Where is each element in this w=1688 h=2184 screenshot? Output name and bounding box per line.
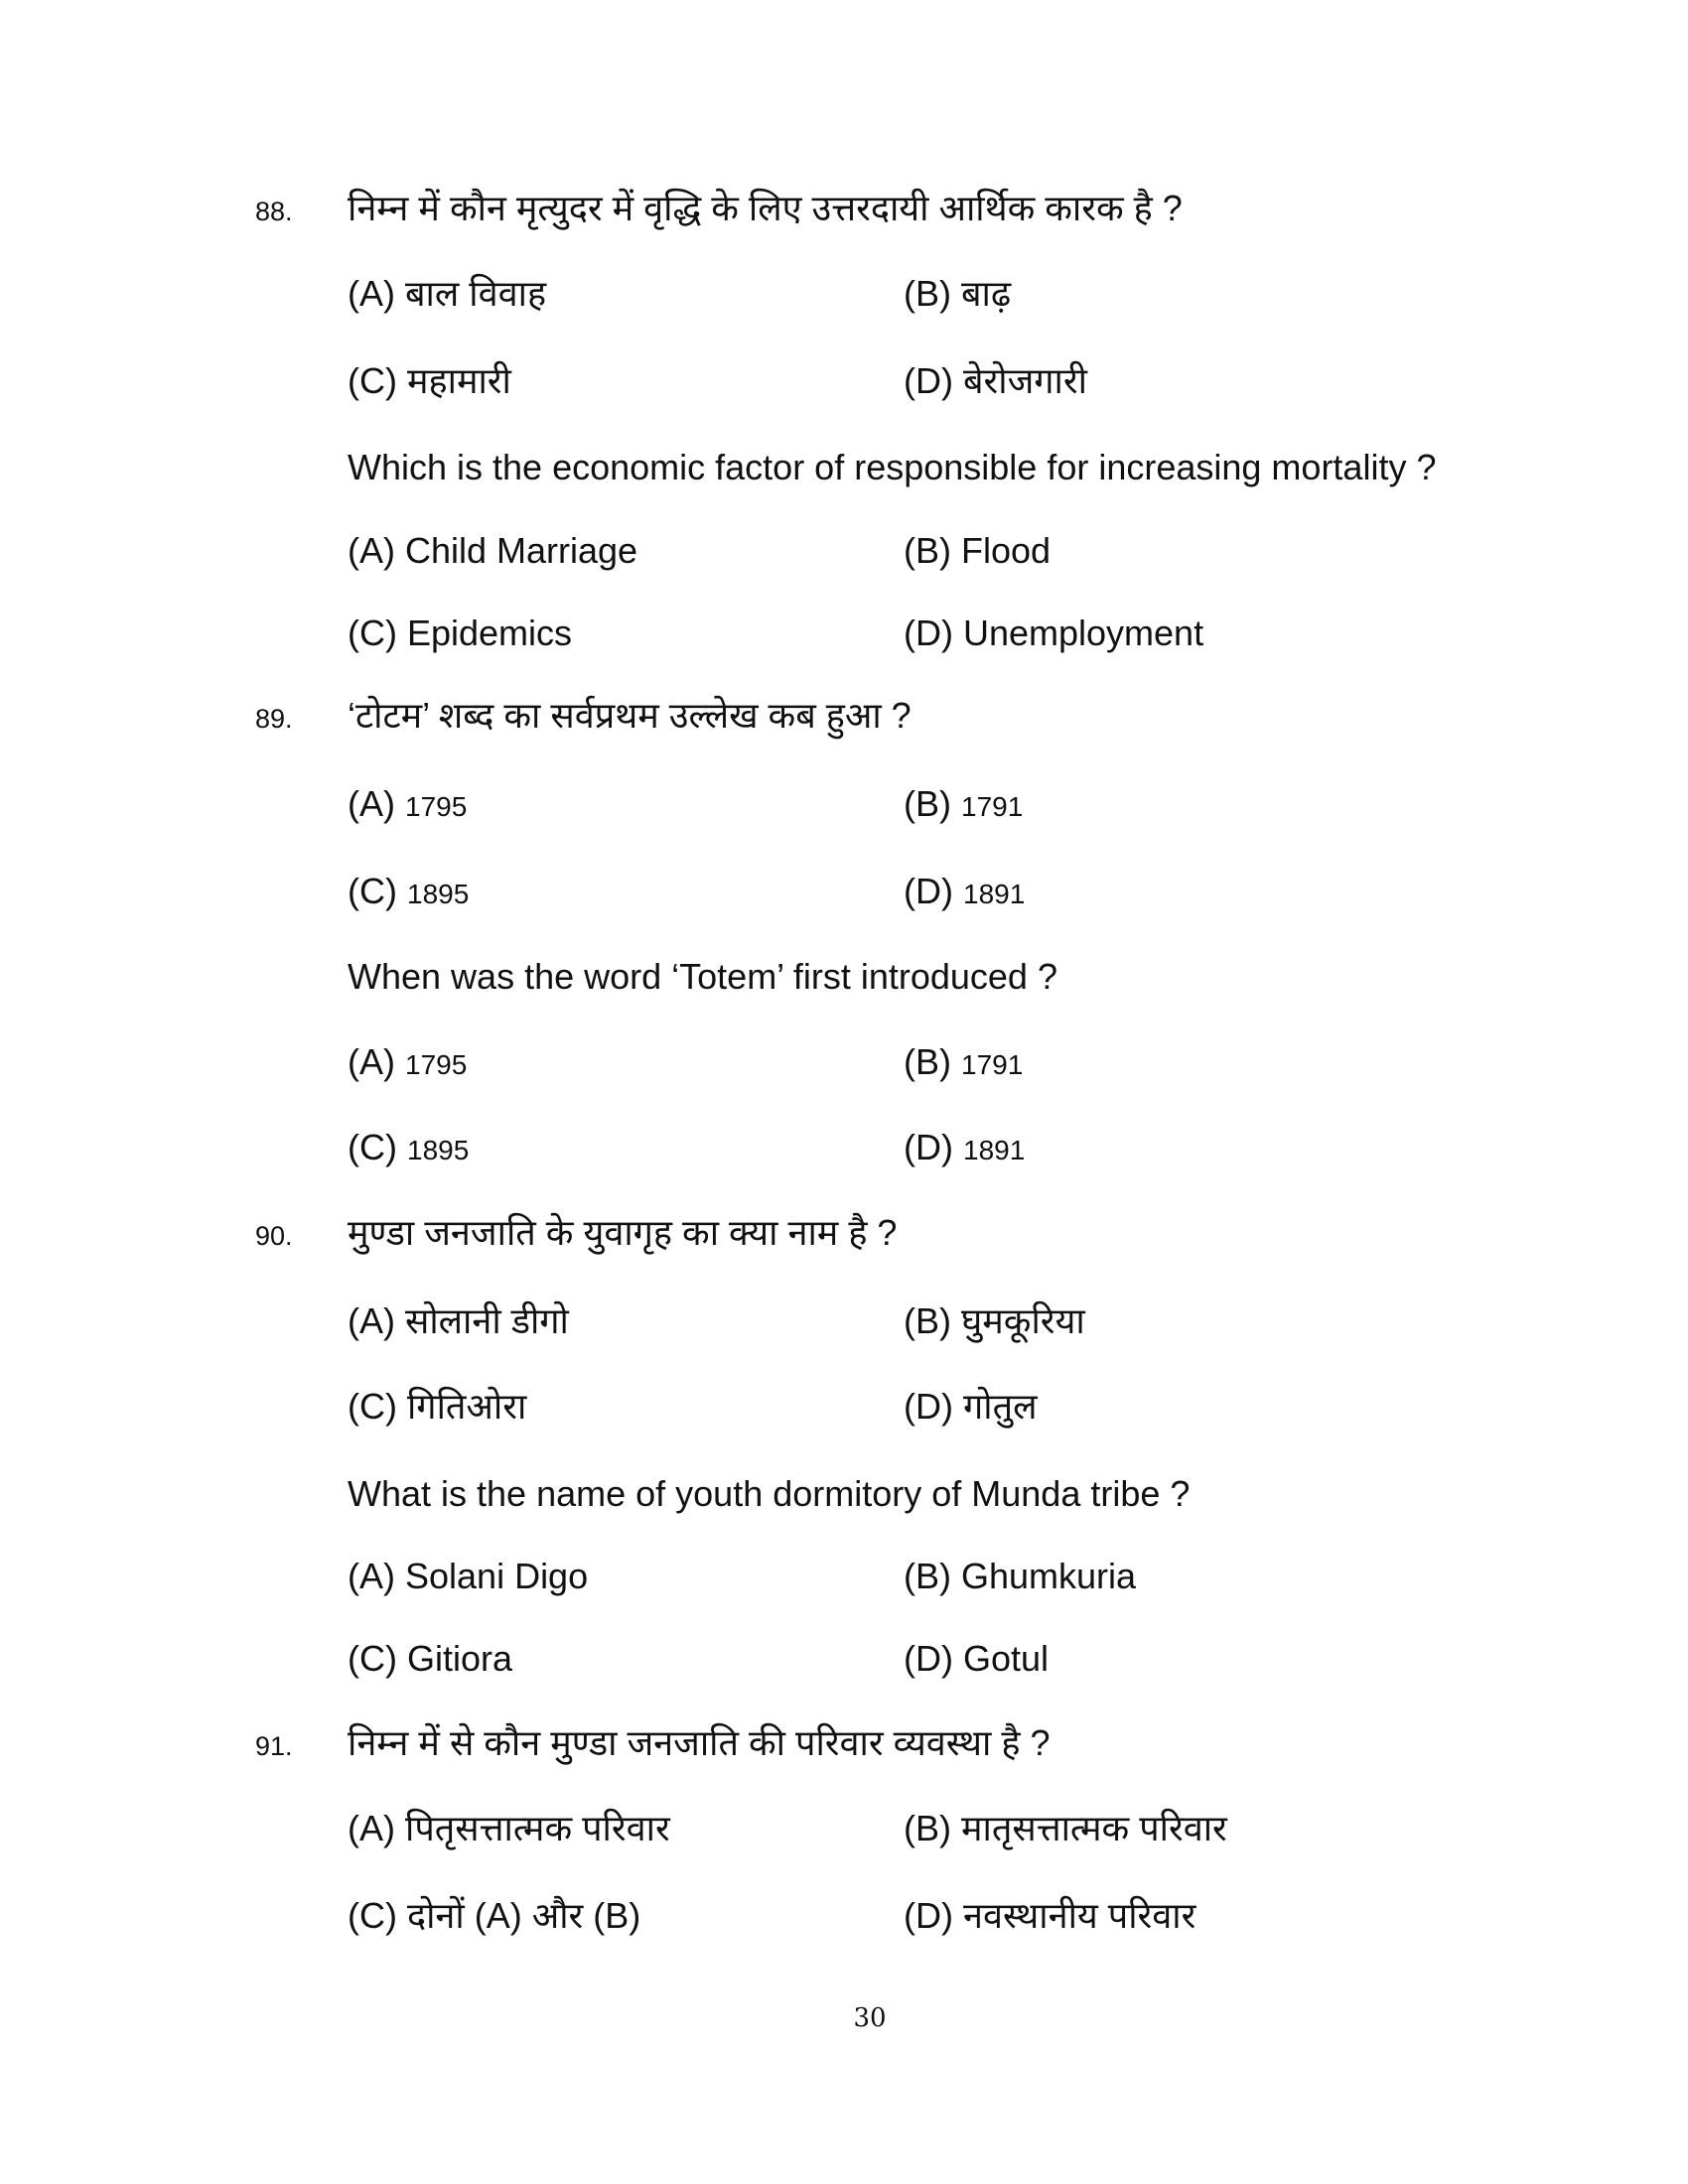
- option-label: (D): [904, 1127, 953, 1167]
- option-c: [348, 1127, 470, 1167]
- option-label: (A): [348, 783, 395, 824]
- option-d: [904, 871, 1026, 911]
- option-a: [348, 783, 468, 824]
- option-label: (B): [904, 1041, 951, 1082]
- option-c: (C) Epidemics: [348, 613, 573, 653]
- option-label: (B): [904, 783, 951, 824]
- question-text-hindi: निम्न में कौन मृत्युदर में वृद्धि के लिए उत्तरदायी आर्थिक कारक है ?: [348, 188, 1183, 228]
- question-text-hindi: ‘टोटम’ शब्द का सर्वप्रथम उल्लेख कब हुआ ?: [348, 695, 912, 736]
- option-c: (C) गितिओरा: [348, 1386, 527, 1427]
- option-d: (D) बेरोजगारी: [904, 360, 1087, 401]
- question-number: 88.: [255, 197, 293, 226]
- option-c: (C) Gitiora: [348, 1638, 513, 1679]
- option-value: 1795: [405, 1049, 468, 1080]
- option-c: [348, 871, 470, 911]
- option-value: 1791: [961, 791, 1024, 822]
- option-label: (C): [348, 1127, 397, 1167]
- option-label: (D): [904, 871, 953, 911]
- option-d: (D) नवस्थानीय परिवार: [904, 1895, 1196, 1936]
- question-number: 91.: [255, 1731, 293, 1761]
- option-value: 1795: [405, 791, 468, 822]
- option-value: 1891: [963, 1135, 1026, 1165]
- option-label: (C): [348, 871, 397, 911]
- option-d: (D) Gotul: [904, 1638, 1050, 1679]
- question-text-english: When was the word ‘Totem’ first introduced ?: [348, 956, 1057, 997]
- option-a: [348, 1041, 468, 1082]
- option-d: (D) गोतुल: [904, 1386, 1038, 1427]
- page-number: 30: [853, 2003, 887, 2033]
- option-d: (D) Unemployment: [904, 613, 1204, 653]
- question-number: 89.: [255, 704, 293, 734]
- question-text-english: What is the name of youth dormitory of Munda tribe ?: [348, 1473, 1191, 1514]
- option-b: (B) मातृसत्तात्मक परिवार: [904, 1808, 1227, 1848]
- question-number: 90.: [255, 1221, 293, 1251]
- option-value: 1895: [407, 1135, 470, 1165]
- question-text-hindi: निम्न में से कौन मुण्डा जनजाति की परिवार व्यवस्था है ?: [348, 1722, 1051, 1763]
- option-b: [904, 783, 1024, 824]
- option-value: 1891: [963, 879, 1026, 909]
- question-text-hindi: मुण्डा जनजाति के युवागृह का क्या नाम है ?: [348, 1212, 898, 1253]
- option-a: (A) Solani Digo: [348, 1556, 589, 1596]
- option-a: (A) बाल विवाह: [348, 273, 547, 314]
- option-a: (A) पितृसत्तात्मक परिवार: [348, 1808, 670, 1848]
- option-b: (B) बाढ़: [904, 273, 1012, 314]
- option-b: [904, 1041, 1024, 1082]
- option-d: [904, 1127, 1026, 1167]
- option-b: (B) Flood: [904, 530, 1052, 571]
- option-a: (A) Child Marriage: [348, 530, 638, 571]
- option-value: 1791: [961, 1049, 1024, 1080]
- option-value: 1895: [407, 879, 470, 909]
- question-text-english: Which is the economic factor of responsible for increasing mortality ?: [348, 447, 1437, 487]
- option-c: (C) दोनों (A) और (B): [348, 1895, 641, 1936]
- option-b: (B) Ghumkuria: [904, 1556, 1137, 1596]
- option-c: (C) महामारी: [348, 360, 511, 401]
- option-a: (A) सोलानी डीगो: [348, 1300, 569, 1341]
- option-label: (A): [348, 1041, 395, 1082]
- option-b: (B) घुमकूरिया: [904, 1300, 1085, 1341]
